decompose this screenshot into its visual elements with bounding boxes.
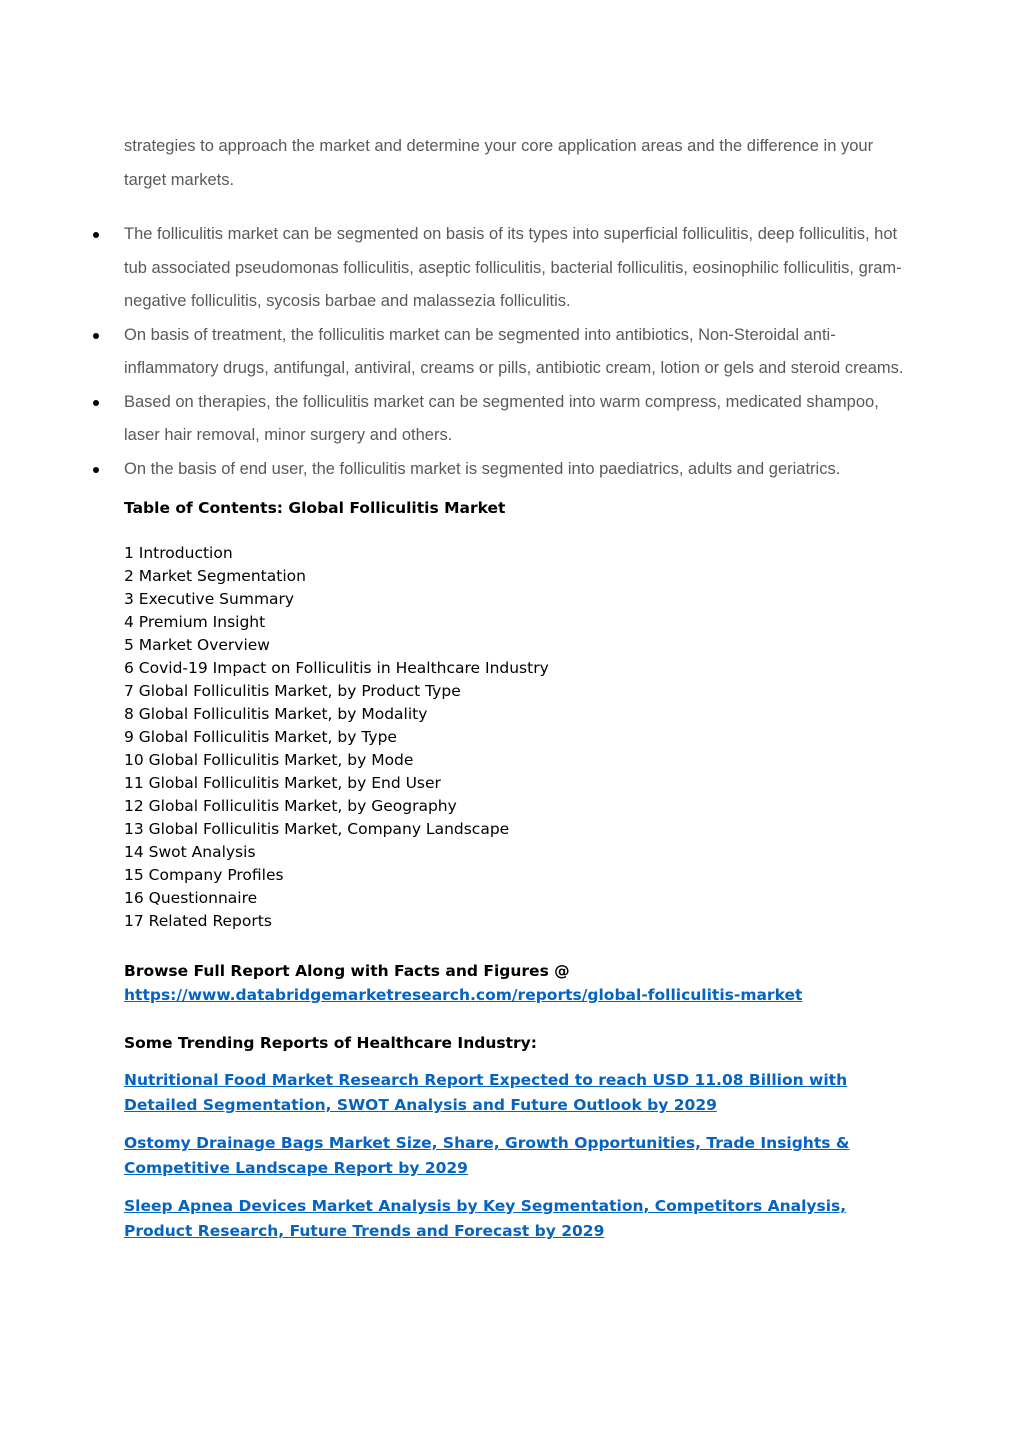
bullet-item-therapies: Based on therapies, the folliculitis market can be segmented into warm compress, medicated shampoo, laser hair removal, minor surgery and others. [124,386,904,453]
toc-item: 8 Global Folliculitis Market, by Modality [124,705,428,723]
page-content [124,130,904,1244]
toc-item: 4 Premium Insight [124,613,266,631]
bullet-item-end-user: On the basis of end user, the folliculitis market is segmented into paediatrics, adults and geriatrics. [124,453,904,487]
trending-report-link-ostomy-drainage-bags[interactable]: Ostomy Drainage Bags Market Size, Share, Growth Opportunities, Trade Insights & Competitive Landscape Report by 2029 [124,1134,850,1177]
intro-paragraph: strategies to approach the market and determine your core application areas and the difference in your target markets. [124,137,874,189]
toc-item: 12 Global Folliculitis Market, by Geography [124,797,457,815]
trending-reports-title: Some Trending Reports of Healthcare Industry: [124,1034,537,1052]
toc-item: 15 Company Profiles [124,866,284,884]
trending-report-item [124,1068,904,1118]
toc-item: 14 Swot Analysis [124,843,256,861]
toc-item: 6 Covid-19 Impact on Folliculitis in Healthcare Industry [124,659,549,677]
full-report-link[interactable]: https://www.databridgemarketresearch.com/reports/global-folliculitis-market [124,986,803,1004]
browse-report-label: Browse Full Report Along with Facts and Figures @ [124,962,570,980]
toc-item: 17 Related Reports [124,912,272,930]
browse-report-section [124,959,904,1007]
toc-item: 2 Market Segmentation [124,567,306,585]
table-of-contents [124,542,904,933]
toc-item: 13 Global Folliculitis Market, Company Landscape [124,820,510,838]
toc-item: 16 Questionnaire [124,889,258,907]
toc-item: 3 Executive Summary [124,590,295,608]
trending-report-link-sleep-apnea-devices[interactable]: Sleep Apnea Devices Market Analysis by Key Segmentation, Competitors Analysis, Product Research, Future Trends and Forecast by 2029 [124,1197,847,1240]
trending-report-link-nutritional-food[interactable]: Nutritional Food Market Research Report Expected to reach USD 11.08 Billion with Detailed Segmentation, SWOT Analysis and Future Outlook by 2029 [124,1071,848,1114]
toc-item: 9 Global Folliculitis Market, by Type [124,728,397,746]
toc-item: 1 Introduction [124,544,233,562]
toc-item: 5 Market Overview [124,636,270,654]
bullet-item-treatment: On basis of treatment, the folliculitis market can be segmented into antibiotics, Non-Steroidal anti-inflammatory drugs, antifungal, antiviral, creams or pills, antibiotic cream, lotion or gels and steroid creams. [124,319,904,386]
segmentation-bullet-list [124,218,904,486]
toc-title: Table of Contents: Global Folliculitis Market [124,499,506,517]
toc-item: 10 Global Folliculitis Market, by Mode [124,751,414,769]
toc-item: 11 Global Folliculitis Market, by End User [124,774,441,792]
toc-item: 7 Global Folliculitis Market, by Product Type [124,682,461,700]
trending-report-item [124,1131,904,1181]
bullet-item-types: The folliculitis market can be segmented on basis of its types into superficial folliculitis, deep folliculitis, hot tub associated pseudomonas folliculitis, aseptic folliculitis, bacterial folliculitis, eosinophilic folliculitis, gram-negative folliculitis, sycosis barbae and malassezia folliculitis. [124,218,904,319]
trending-report-item [124,1194,904,1244]
